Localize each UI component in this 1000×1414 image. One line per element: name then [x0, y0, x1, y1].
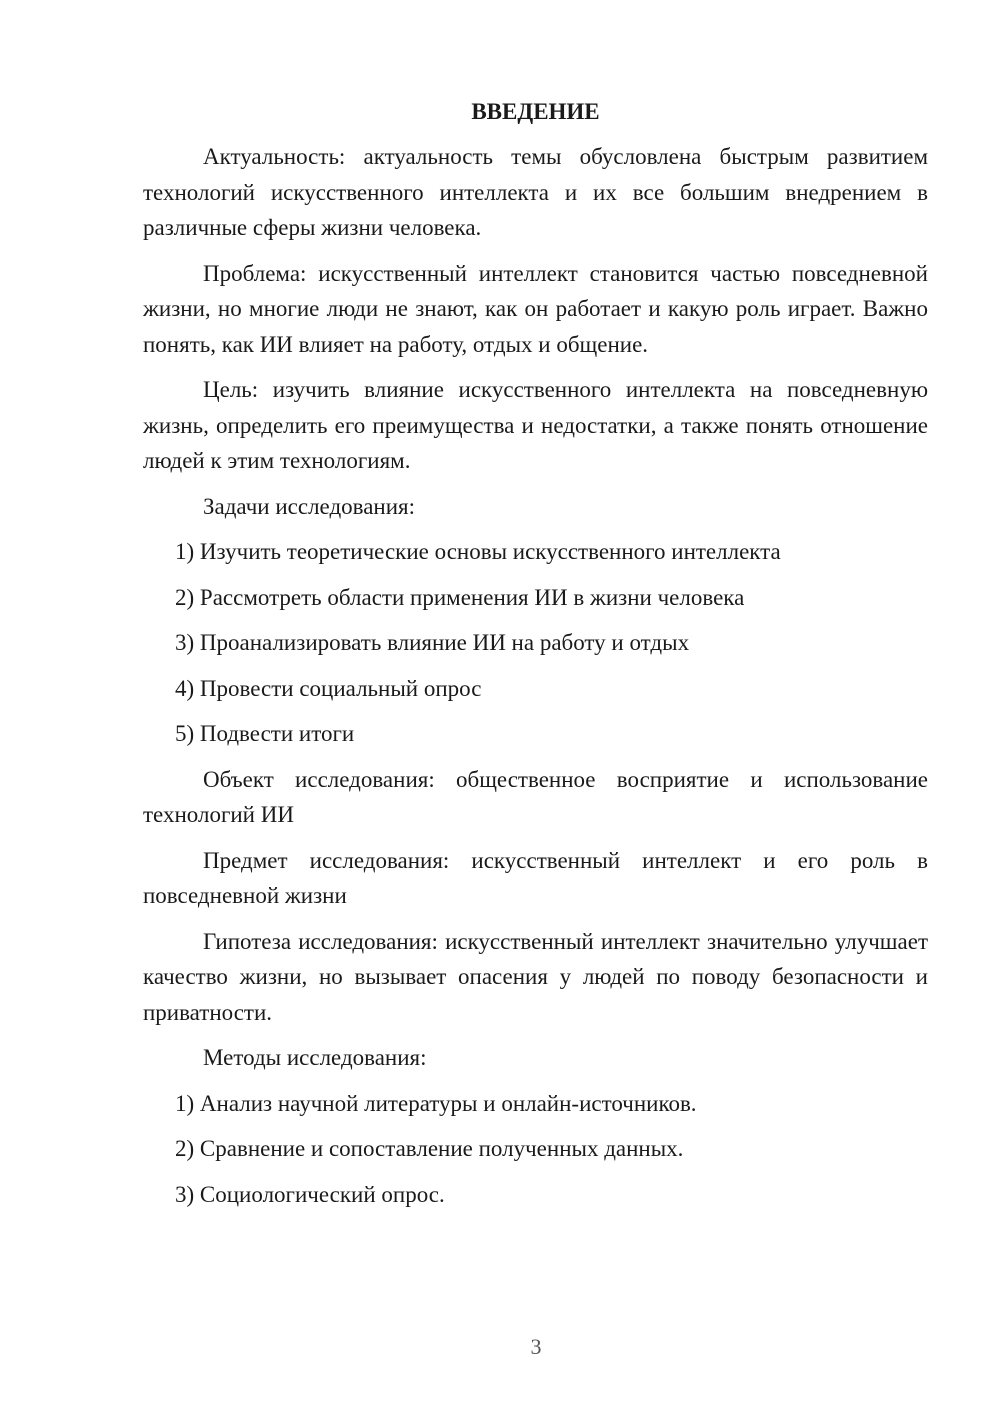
task-item: 3) Проанализировать влияние ИИ на работу и отдых [175, 630, 690, 655]
methods-heading: Методы исследования: [203, 1045, 427, 1070]
method-item: 3) Социологический опрос. [175, 1181, 445, 1207]
object-paragraph: Объект исследования: общественное восприятие и использование технологий ИИ [143, 766, 928, 827]
task-item: 5) Подвести итоги [175, 721, 355, 746]
page-number: 3 [530, 1334, 542, 1359]
subject-paragraph: Предмет исследования: искусственный интеллект и его роль в повседневной жизни [143, 847, 928, 908]
task-item: 4) Провести социальный опрос [175, 675, 482, 701]
method-item: 1) Анализ научной литературы и онлайн-источников. [175, 1090, 697, 1116]
page-content [143, 94, 928, 1222]
hypothesis-paragraph: Гипотеза исследования: искусственный интеллект значительно улучшает качество жизни, но вызывает опасения у людей по поводу безопасности и приватности. [143, 928, 928, 1025]
tasks-heading: Задачи исследования: [203, 493, 416, 519]
task-item: 1) Изучить теоретические основы искусственного интеллекта [175, 539, 781, 564]
goal-paragraph: Цель: изучить влияние искусственного интеллекта на повседневную жизнь, определить его преимущества и недостатки, а также понять отношение людей к этим технологиям. [143, 377, 928, 473]
method-item: 2) Сравнение и сопоставление полученных данных. [175, 1136, 684, 1161]
section-title: ВВЕДЕНИЕ [471, 99, 600, 124]
task-item: 2) Рассмотреть области применения ИИ в жизни человека [175, 584, 745, 610]
relevance-paragraph: Актуальность: актуальность темы обусловлена быстрым развитием технологий искусственного интеллекта и их все большим внедрением в различные сферы жизни человека. [143, 144, 928, 240]
problem-paragraph: Проблема: искусственный интеллект становится частью повседневной жизни, но многие люди не знают, как он работает и какую роль играет. Важно понять, как ИИ влияет на работу, отдых и общение. [143, 260, 928, 357]
